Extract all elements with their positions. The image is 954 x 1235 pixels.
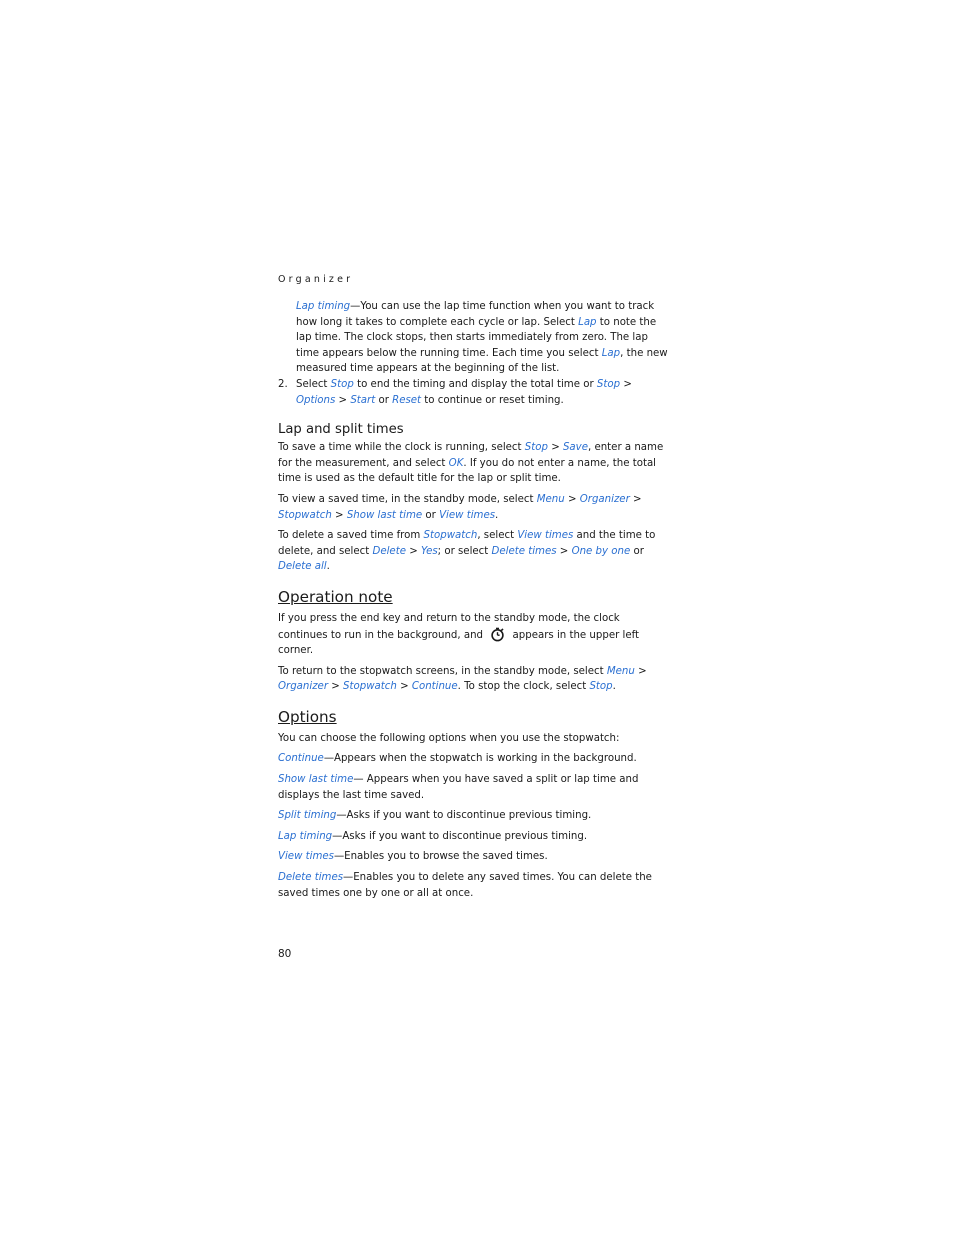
stopwatch-icon: [490, 627, 505, 642]
text: . To stop the clock, select: [457, 681, 590, 693]
options-heading: Options: [278, 707, 337, 726]
option-item-view-times: [278, 849, 670, 865]
start-link[interactable]: Start: [350, 394, 376, 406]
text: >: [328, 681, 344, 693]
text: To return to the stopwatch screens, in the standby mode, select: [278, 665, 607, 677]
stop-link[interactable]: Stop: [524, 442, 548, 454]
lap-link[interactable]: Lap: [578, 316, 597, 328]
show-last-time-link[interactable]: Show last time: [346, 509, 423, 521]
text: >: [396, 681, 412, 693]
lap-split-paragraph-2: [278, 492, 670, 523]
page-content: [278, 299, 670, 906]
text: >: [547, 442, 563, 454]
page-number: 80: [278, 948, 292, 960]
option-item-split-timing: [278, 808, 670, 824]
continue-link[interactable]: Continue: [411, 681, 458, 693]
delete-times-link[interactable]: Delete times: [278, 872, 344, 884]
stopwatch-link[interactable]: Stopwatch: [278, 509, 332, 521]
text: >: [564, 493, 580, 505]
organizer-link[interactable]: Organizer: [579, 493, 630, 505]
text: To view a saved time, in the standby mode, select: [278, 493, 537, 505]
operation-note-heading: Operation note: [278, 587, 393, 606]
text: to note the lap time. The clock stops, then starts immediately from zero. The lap time appears below the running time. Each time you select: [296, 316, 657, 359]
ok-link[interactable]: OK: [448, 457, 464, 469]
text: .: [326, 561, 330, 573]
text: to end the timing and display the total time or: [353, 378, 597, 390]
stop-link[interactable]: Stop: [330, 378, 354, 390]
text: If you press the end key and return to the standby mode, the clock continues to run in the background, and: [278, 612, 620, 641]
reset-link[interactable]: Reset: [392, 394, 422, 406]
text: >: [556, 545, 572, 557]
text: .: [495, 509, 499, 521]
option-item-lap-timing: [278, 829, 670, 845]
text: or: [375, 394, 393, 406]
split-timing-link[interactable]: Split timing: [278, 810, 337, 822]
menu-link[interactable]: Menu: [536, 493, 565, 505]
text: >: [629, 493, 642, 505]
option-item-show-last-time: [278, 772, 670, 803]
save-link[interactable]: Save: [562, 442, 588, 454]
text: and the time to delete, and select: [278, 530, 656, 557]
lap-timing-link[interactable]: Lap timing: [278, 830, 333, 842]
text: —Enables you to browse the saved times.: [333, 851, 548, 863]
text: >: [620, 378, 632, 390]
text: , select: [477, 530, 518, 542]
step-2: [278, 377, 670, 408]
lap-split-heading: Lap and split times: [278, 422, 404, 438]
text: . If you do not enter a name, the total time is used as the default title for the lap or split time.: [278, 457, 657, 485]
view-times-link[interactable]: View times: [439, 509, 496, 521]
delete-link[interactable]: Delete: [372, 545, 406, 557]
text: —Appears when the stopwatch is working in the background.: [323, 753, 637, 765]
text: —You can use the lap time function when you want to track how long it takes to complete each cycle or lap. Select: [296, 301, 655, 328]
text: >: [331, 509, 347, 521]
text: —Asks if you want to discontinue previous timing.: [336, 810, 592, 822]
menu-link[interactable]: Menu: [606, 665, 635, 677]
lap-split-paragraph-3: [278, 528, 670, 575]
one-by-one-link[interactable]: One by one: [571, 545, 631, 557]
text: To delete a saved time from: [278, 530, 424, 542]
show-last-time-link[interactable]: Show last time: [278, 774, 354, 786]
text: , enter a name for the measurement, and select: [278, 442, 664, 469]
stop-link[interactable]: Stop: [589, 681, 613, 693]
delete-all-link[interactable]: Delete all: [278, 561, 327, 573]
stop-link[interactable]: Stop: [596, 378, 621, 390]
text: or: [630, 545, 644, 557]
text: or: [422, 509, 440, 521]
text: Select: [296, 378, 331, 390]
stopwatch-link[interactable]: Stopwatch: [343, 681, 397, 693]
view-times-link[interactable]: View times: [517, 530, 574, 542]
text: ; or select: [437, 545, 492, 557]
delete-times-link[interactable]: Delete times: [491, 545, 557, 557]
text: —Enables you to delete any saved times. You can delete the saved times one by one or all at once.: [278, 872, 652, 899]
text: —Asks if you want to discontinue previous timing.: [332, 830, 588, 842]
text: >: [634, 665, 647, 677]
text: >: [405, 545, 421, 557]
text: to continue or reset timing.: [421, 394, 564, 406]
text: To save a time while the clock is running, select: [278, 442, 525, 454]
text: — Appears when you have saved a split or lap time and displays the last time saved.: [278, 774, 639, 801]
option-item-continue: [278, 751, 670, 767]
view-times-link[interactable]: View times: [278, 851, 334, 863]
operation-note-paragraph-2: [278, 664, 670, 695]
lap-split-paragraph-1: [278, 440, 670, 487]
step-text: [296, 377, 670, 408]
step-number: 2.: [278, 378, 288, 390]
stopwatch-link[interactable]: Stopwatch: [423, 530, 478, 542]
text: , the new measured time appears at the beginning of the list.: [296, 347, 668, 375]
yes-link[interactable]: Yes: [420, 545, 438, 557]
operation-note-paragraph-1: [278, 611, 670, 659]
options-intro: You can choose the following options when you use the stopwatch:: [278, 732, 620, 744]
lap-link[interactable]: Lap: [601, 347, 621, 359]
lap-timing-link[interactable]: Lap timing: [296, 301, 351, 312]
option-item-delete-times: [278, 870, 670, 901]
running-head: Organizer: [278, 274, 354, 285]
text: appears in the upper left corner.: [278, 629, 640, 657]
text: >: [335, 394, 351, 406]
continue-link[interactable]: Continue: [278, 753, 324, 765]
text: .: [612, 681, 616, 693]
lap-timing-item: [278, 299, 670, 377]
options-link[interactable]: Options: [296, 394, 336, 406]
organizer-link[interactable]: Organizer: [278, 681, 329, 693]
